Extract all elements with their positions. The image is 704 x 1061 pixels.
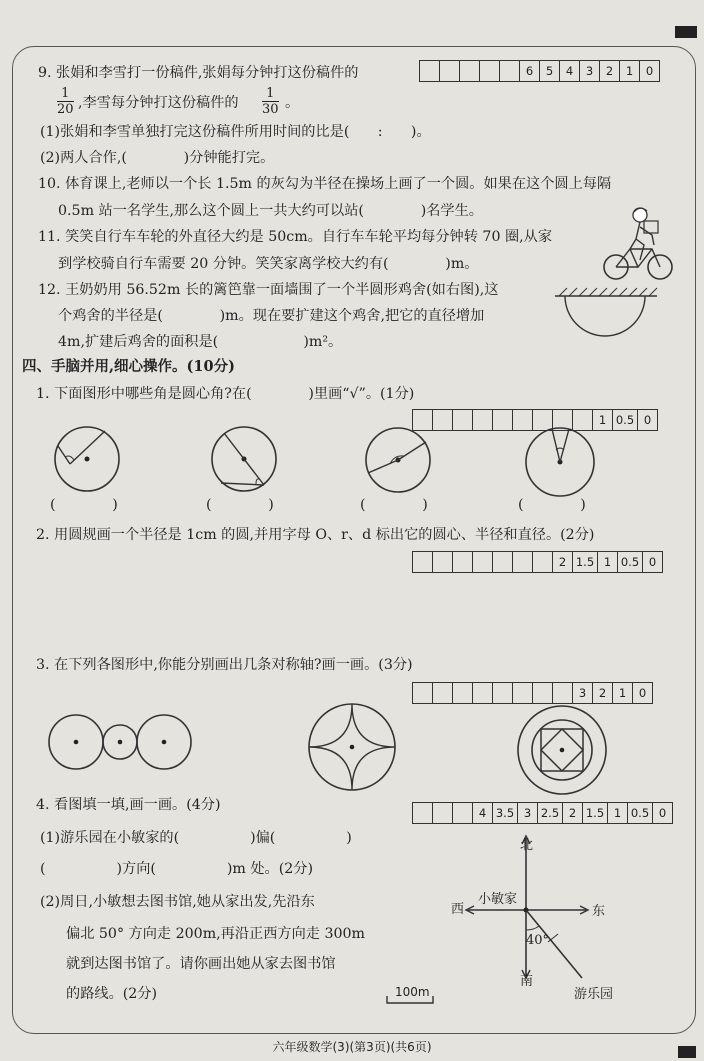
park-label: 游乐园 xyxy=(574,987,614,1002)
home-label: 小敏家 xyxy=(478,892,518,907)
angle-figure-2 xyxy=(206,424,286,496)
cyclist-illustration xyxy=(600,205,680,285)
p4-sub1-b: ( )方向( )m 处。(2分) xyxy=(40,861,314,877)
angle-answer-blank-4[interactable]: ( ) xyxy=(518,497,586,513)
q12-line3: 4m,扩建后鸡舍的面积是( )m²。 xyxy=(58,334,343,350)
corner-mark xyxy=(675,26,697,38)
south-label: 南 xyxy=(520,974,534,989)
semicircle-coop-figure xyxy=(553,286,659,348)
p4-sub2-b: 偏北 50° 方向走 200m,再沿正西方向走 300m xyxy=(66,926,366,942)
q9-score-box: 6 5 4 3 2 1 0 xyxy=(419,60,660,82)
west-label: 西 xyxy=(451,902,465,917)
p2-text: 2. 用圆规画一个半径是 1cm 的圆,并用字母 O、r、d 标出它的圆心、半径和直径。(2分) xyxy=(36,527,595,543)
p4-score-box: 4 3.5 3 2.5 2 1.5 1 0.5 0 xyxy=(412,802,673,824)
square-in-rings-figure xyxy=(514,702,610,798)
angle-answer-blank-3[interactable]: ( ) xyxy=(360,497,428,513)
p4-sub1-a: (1)游乐园在小敏家的( )偏( ) xyxy=(40,830,352,846)
astroid-in-circle-figure xyxy=(305,700,399,794)
q11-line2: 到学校骑自行车需要 20 分钟。笑笑家离学校大约有( )m。 xyxy=(58,256,479,272)
q9-line2-end: 。 xyxy=(285,95,300,111)
angle-answer-blank-1[interactable]: ( ) xyxy=(50,497,118,513)
q12-line2: 个鸡舍的半径是( )m。现在要扩建这个鸡舍,把它的直径增加 xyxy=(58,308,485,324)
p2-score-box: 2 1.5 1 0.5 0 xyxy=(412,551,663,573)
three-circles-figure xyxy=(44,710,194,774)
q10-line1: 10. 体育课上,老师以一个长 1.5m 的灰勾为半径在操场上画了一个圆。如果在这个圆上每隔 xyxy=(38,176,612,192)
p3-score-box: 3 2 1 0 xyxy=(412,682,653,704)
q11-line1: 11. 笑笑自行车车轮的外直径大约是 50cm。自行车车轮平均每分钟转 70 圈,从家 xyxy=(38,229,553,245)
scale-label: 100m xyxy=(395,985,430,999)
p4-sub2-d: 的路线。(2分) xyxy=(66,986,158,1002)
q10-line2: 0.5m 站一名学生,那么这个圆上一共大约可以站( )名学生。 xyxy=(58,203,483,219)
section4-title: 四、手脑并用,细心操作。(10分) xyxy=(22,358,235,375)
q9-line1: 9. 张娟和李雪打一份稿件,张娟每分钟打这份稿件的 xyxy=(38,65,359,81)
angle-figure-3 xyxy=(362,424,442,496)
q9-fraction-2: $\frac{1}{30}$ xyxy=(262,86,279,117)
east-label: 东 xyxy=(592,904,606,919)
p4-sub2-c: 就到达图书馆了。请你画出她从家去图书馆 xyxy=(66,956,336,972)
p1-text: 1. 下面图形中哪些角是圆心角?在( )里画“√”。(1分) xyxy=(36,386,415,402)
scale-bar xyxy=(385,996,437,1006)
angle-figure-1 xyxy=(50,424,130,496)
p4-text: 4. 看图填一填,画一画。(4分) xyxy=(36,797,221,813)
q9-sub2: (2)两人合作,( )分钟能打完。 xyxy=(40,150,275,166)
q12-line1: 12. 王奶奶用 56.52m 长的篱笆靠一面墙围了一个半圆形鸡舍(如右图),这 xyxy=(38,282,499,298)
page-footer: 六年级数学(3)(第3页)(共6页) xyxy=(272,1040,432,1054)
north-label: 北 xyxy=(520,838,534,853)
q9-fraction-1: $\frac{1}{20}$ xyxy=(57,86,74,117)
p3-text: 3. 在下列各图形中,你能分别画出几条对称轴?画一画。(3分) xyxy=(36,657,413,673)
angle-answer-blank-2[interactable]: ( ) xyxy=(206,497,274,513)
angle-figure-4 xyxy=(520,424,600,500)
p4-sub2-a: (2)周日,小敏想去图书馆,她从家出发,先沿东 xyxy=(40,894,315,910)
q9-line2-mid: ,李雪每分钟打这份稿件的 xyxy=(78,95,239,111)
angle-label: 40° xyxy=(526,933,550,948)
p1-score-box: 1 0.5 0 xyxy=(412,409,658,431)
q9-sub1: (1)张娟和李雪单独打完这份稿件所用时间的比是( : )。 xyxy=(40,124,431,140)
